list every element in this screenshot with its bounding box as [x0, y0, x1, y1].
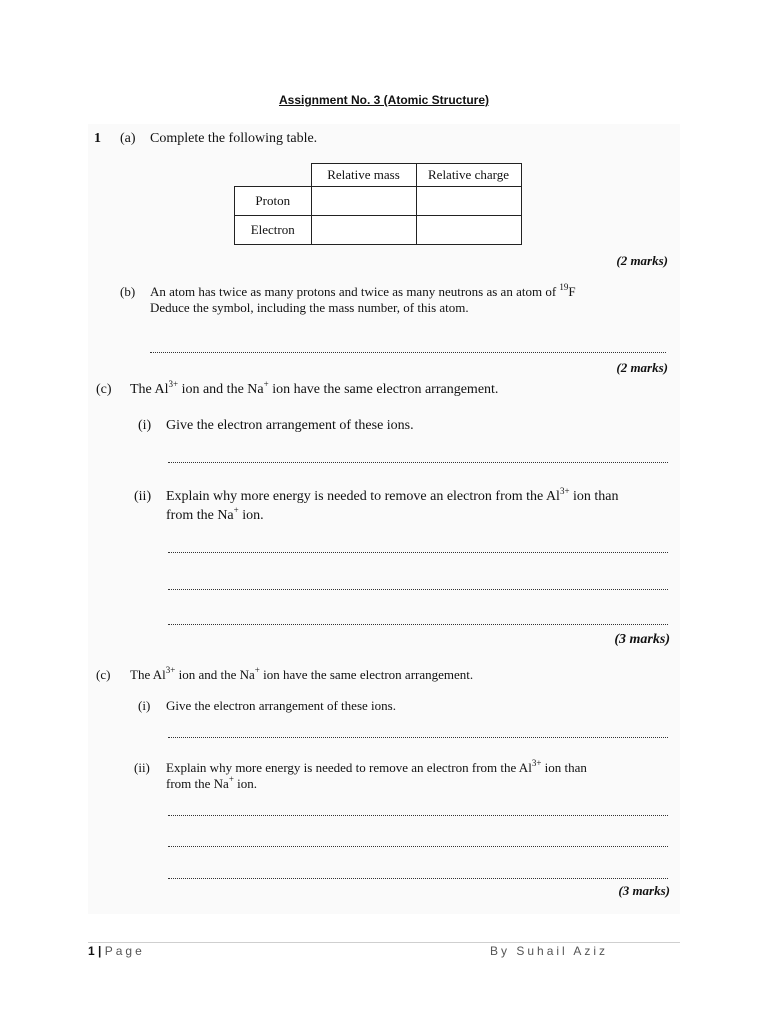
answer-line[interactable] — [168, 589, 668, 590]
part-c-i-label: (i) — [138, 418, 152, 433]
part-c-i-label: (i) — [138, 698, 151, 713]
part-a-label: (a) — [120, 131, 136, 146]
table-row-label-electron: Electron — [235, 216, 312, 245]
footer-divider — [88, 942, 680, 943]
part-c-marks: (3 marks) — [614, 632, 670, 647]
answer-line[interactable] — [150, 352, 666, 353]
part-b-marks: (2 marks) — [616, 360, 668, 375]
answer-line[interactable] — [168, 815, 668, 816]
part-c-ii-label: (ii) — [134, 760, 150, 775]
part-c-label: (c) — [96, 382, 112, 397]
part-c-label: (c) — [96, 667, 111, 682]
particle-table — [234, 163, 522, 245]
part-b-line-1: An atom has twice as many protons and twice as many neutrons as an atom of $^{19}$F — [150, 282, 576, 299]
part-a-marks: (2 marks) — [616, 253, 668, 268]
table-header-charge: Relative charge — [416, 164, 521, 187]
answer-line[interactable] — [168, 552, 668, 553]
table-cell-answer[interactable] — [416, 216, 521, 245]
table-cell-answer[interactable] — [311, 187, 416, 216]
document-title: Assignment No. 3 (Atomic Structure) — [278, 93, 490, 107]
answer-line[interactable] — [168, 737, 668, 738]
part-c-ii-line-1: Explain why more energy is needed to remove an electron from the $Al^{3+}$ ion than — [166, 486, 619, 504]
author-credit: By Suhail Aziz — [490, 944, 609, 958]
part-c-ii-line-2: from the Na+ ion. — [166, 505, 264, 523]
table-corner — [235, 164, 312, 187]
table-header-mass: Relative mass — [311, 164, 416, 187]
part-b-line-2: Deduce the symbol, including the mass number, of this atom. — [150, 300, 469, 315]
part-c-text: The $Al^{3+}$ ion and the Na+ ion have the same electron arrangement. — [130, 379, 499, 397]
part-c-i-text: Give the electron arrangement of these ions. — [166, 418, 414, 433]
answer-line[interactable] — [168, 624, 668, 625]
table-row-label-proton: Proton — [235, 187, 312, 216]
part-a-text: Complete the following table. — [150, 131, 318, 146]
part-c-i-text: Give the electron arrangement of these ions. — [166, 698, 396, 713]
question-number: 1 — [94, 131, 101, 146]
part-c-text: The $Al^{3+}$ ion and the Na+ ion have the same electron arrangement. — [130, 665, 474, 682]
part-c-marks: (3 marks) — [618, 883, 670, 898]
answer-line[interactable] — [168, 878, 668, 879]
part-c-ii-line-1: Explain why more energy is needed to remove an electron from the $Al^{3+}$ ion than — [166, 758, 587, 775]
table-cell-answer[interactable] — [416, 187, 521, 216]
answer-line[interactable] — [168, 462, 668, 463]
answer-line[interactable] — [168, 846, 668, 847]
part-c-ii-line-2: from the Na+ ion. — [166, 774, 258, 791]
part-c-ii-label: (ii) — [134, 489, 152, 504]
part-b-label: (b) — [120, 284, 136, 299]
page-number: 1 | Page — [88, 944, 145, 958]
table-cell-answer[interactable] — [311, 216, 416, 245]
